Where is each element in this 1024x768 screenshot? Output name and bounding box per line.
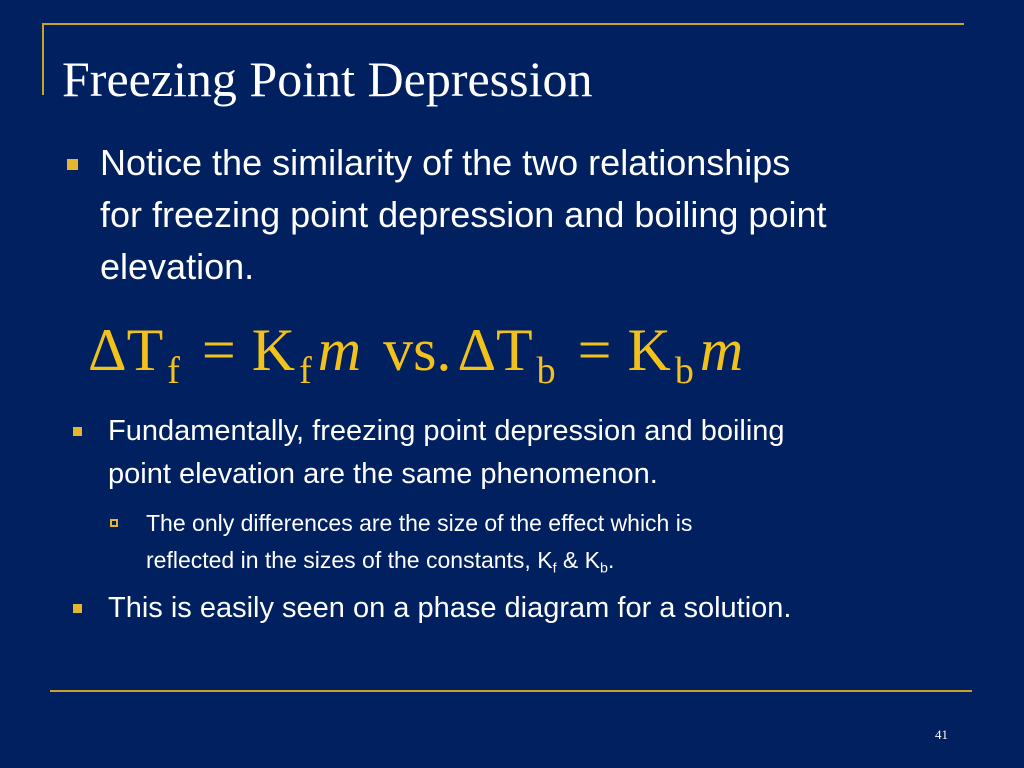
delta-t-f: ΔT bbox=[88, 317, 164, 383]
bullet-1-line-3: elevation. bbox=[100, 246, 255, 287]
sub-bullet-text bbox=[146, 505, 692, 579]
bullet-1-line-2: for freezing point depression and boiling point bbox=[100, 194, 827, 235]
top-border-line bbox=[42, 23, 964, 25]
bullet-3-text bbox=[108, 587, 791, 630]
sub-bullet-line-2 bbox=[146, 542, 692, 579]
equals-sign-2: = bbox=[577, 317, 612, 383]
sub-bullet-line-1: The only differences are the size of the effect which is bbox=[146, 510, 693, 536]
page-number: 41 bbox=[935, 727, 948, 742]
sub-bullet-marker bbox=[110, 519, 118, 527]
vs-label: vs. bbox=[383, 317, 452, 383]
molality-m-2: m bbox=[699, 317, 744, 383]
equation bbox=[88, 302, 968, 398]
bullet-3-line-1: This is easily seen on a phase diagram for a solution. bbox=[108, 592, 792, 624]
bullet-2-line-2: point elevation are the same phenomenon. bbox=[108, 458, 658, 490]
subscript-b-text: b bbox=[600, 560, 608, 577]
k-f: K bbox=[251, 317, 296, 383]
sentence-end: . bbox=[607, 547, 615, 573]
subscript-f: f bbox=[167, 350, 180, 393]
bullet-1-text bbox=[100, 137, 827, 293]
bullet-marker bbox=[73, 427, 82, 436]
bullet-marker bbox=[67, 159, 78, 170]
subscript-f-text: f bbox=[552, 560, 557, 577]
bullet-marker bbox=[73, 604, 82, 613]
bullet-1-line-1: Notice the similarity of the two relationships bbox=[100, 142, 791, 183]
subscript-kf: f bbox=[299, 350, 312, 393]
sub-bullet-line-2-prefix: reflected in the sizes of the constants, K bbox=[146, 547, 553, 573]
left-border-line bbox=[42, 23, 44, 95]
bullet-2-text bbox=[108, 410, 785, 496]
bullet-2-line-1: Fundamentally, freezing point depression and boiling bbox=[108, 415, 785, 447]
delta-t-b: ΔT bbox=[457, 317, 533, 383]
subscript-kb: b bbox=[674, 350, 694, 393]
ampersand-k-text: & K bbox=[556, 547, 600, 573]
equals-sign: = bbox=[201, 317, 236, 383]
bottom-border-line bbox=[50, 690, 972, 692]
molality-m-1: m bbox=[317, 317, 362, 383]
slide-title: Freezing Point Depression bbox=[62, 51, 593, 107]
subscript-b: b bbox=[536, 350, 556, 393]
k-b: K bbox=[627, 317, 671, 383]
